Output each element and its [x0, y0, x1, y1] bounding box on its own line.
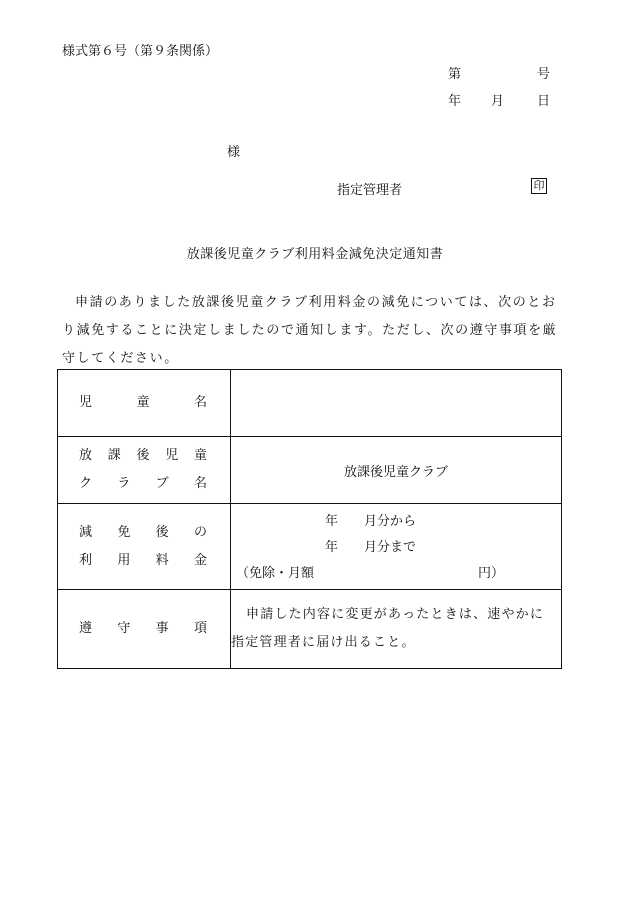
details-table [57, 369, 562, 669]
table-row [58, 437, 562, 504]
rules-value [231, 590, 562, 669]
label-line [58, 442, 230, 470]
label-char: 事 [155, 621, 169, 636]
label-char: 児 [165, 448, 179, 463]
rules-line: 指定管理者に届け出ること。 [231, 635, 416, 650]
label-char: ラ [117, 476, 131, 491]
child-name-value [231, 370, 562, 437]
label-char: 放 [79, 448, 93, 463]
label-line [58, 519, 230, 547]
label-line [58, 389, 230, 417]
label-char: 用 [117, 552, 131, 568]
body-line: 申請のありました放課後児童クラブ利用料金の減免については、次のとお [75, 295, 557, 310]
body-line: 守してください。 [62, 351, 179, 366]
label-char: 金 [193, 552, 207, 568]
label-line [58, 470, 230, 498]
document-number-suffix: 号 [537, 67, 551, 82]
label-char: 名 [193, 476, 207, 491]
table-row [58, 370, 562, 437]
label-char: 後 [155, 524, 169, 540]
label-char: 利 [79, 552, 93, 568]
fee-value [231, 504, 562, 590]
seal-mark: 印 [531, 178, 547, 194]
label-char: ク [79, 476, 93, 491]
date-year: 年 [448, 94, 462, 109]
table-row [58, 504, 562, 590]
fee-label [58, 504, 231, 590]
label-char: 料 [155, 552, 169, 568]
label-char: 童 [193, 448, 207, 463]
body-line: り減免することに決定しましたので通知します。ただし、次の遵守事項を厳 [62, 323, 558, 338]
label-char: 課 [107, 448, 121, 463]
club-value: 放課後児童クラブ [231, 437, 562, 504]
document-title: 放課後児童クラブ利用料金減免決定通知書 [186, 247, 444, 262]
exemption-suffix: 円） [478, 566, 505, 581]
label-char: 童 [136, 395, 150, 410]
label-char: 守 [117, 621, 131, 636]
label-char: 遵 [79, 621, 93, 636]
period-to: 年 月分まで [325, 540, 417, 555]
label-char: 後 [136, 448, 150, 463]
label-char: 児 [79, 395, 93, 410]
exemption-prefix: （免除・月額 [236, 566, 315, 581]
label-line [58, 547, 230, 575]
date-month: 月 [491, 94, 505, 109]
label-char: 減 [79, 524, 93, 540]
rules-label [58, 590, 231, 669]
addressee-suffix: 様 [227, 145, 241, 160]
label-char: ブ [155, 476, 169, 491]
label-char: 名 [193, 395, 207, 410]
label-line [58, 615, 230, 643]
club-label [58, 437, 231, 504]
form-number: 様式第６号（第９条関係） [62, 44, 219, 59]
table-row [58, 590, 562, 669]
body-paragraph [62, 289, 562, 373]
label-char: 免 [117, 524, 131, 540]
fee-period [231, 504, 561, 589]
label-char: の [193, 524, 207, 540]
issuer: 指定管理者 [337, 183, 403, 198]
period-from: 年 月分から [325, 514, 417, 529]
child-name-label [58, 370, 231, 437]
date-day: 日 [537, 94, 551, 109]
label-char: 項 [193, 621, 207, 636]
rules-line: 申請した内容に変更があったときは、速やかに [246, 607, 545, 622]
document-number-prefix: 第 [448, 67, 462, 82]
